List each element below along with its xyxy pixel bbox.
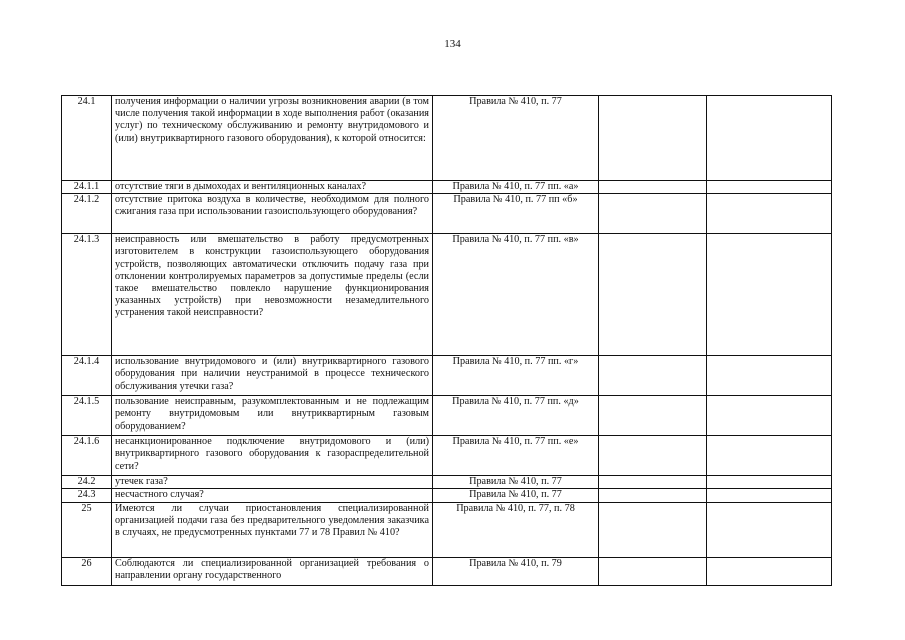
note-cell xyxy=(707,476,832,489)
item-number: 24.1.4 xyxy=(62,356,112,396)
item-number: 26 xyxy=(62,557,112,585)
table-row xyxy=(62,436,832,476)
question-text: отсутствие тяги в дымоходах и вентиляционных каналах? xyxy=(112,181,433,194)
table-row xyxy=(62,194,832,234)
question-text: несанкционированное подключение внутридомового и (или) внутриквартирного газового оборудования к газораспределительной сети? xyxy=(112,436,433,476)
legal-reference: Правила № 410, п. 77 пп. «в» xyxy=(433,234,599,356)
answer-cell xyxy=(599,181,707,194)
answer-cell xyxy=(599,476,707,489)
note-cell xyxy=(707,356,832,396)
question-text: получения информации о наличии угрозы возникновения аварии (в том числе получения такой информации в ходе выполнения работ (оказания услуг) по техническому обслуживанию и ремонту внутридомового и (или) внутриквартирного газового оборудования), к которой относится: xyxy=(112,96,433,181)
legal-reference: Правила № 410, п. 77 пп. «е» xyxy=(433,436,599,476)
item-number: 25 xyxy=(62,502,112,557)
checklist-table xyxy=(61,95,832,586)
table-row xyxy=(62,476,832,489)
question-text: неисправность или вмешательство в работу предусмотренных изготовителем в конструкции газоиспользующего оборудования устройств, позволяющих автоматически отключить подачу газа при отклонении контролируемых параметров за допустимые пределы (если такое вмешательство повлекло нарушение функционирования указанных устройств) при невозможности незамедлительного устранения такой неисправности? xyxy=(112,234,433,356)
table-row xyxy=(62,181,832,194)
question-text: утечек газа? xyxy=(112,476,433,489)
item-number: 24.1.6 xyxy=(62,436,112,476)
note-cell xyxy=(707,502,832,557)
answer-cell xyxy=(599,194,707,234)
table-row xyxy=(62,489,832,502)
note-cell xyxy=(707,557,832,585)
answer-cell xyxy=(599,489,707,502)
answer-cell xyxy=(599,356,707,396)
legal-reference: Правила № 410, п. 77 пп. «д» xyxy=(433,396,599,436)
note-cell xyxy=(707,194,832,234)
table-row xyxy=(62,557,832,585)
legal-reference: Правила № 410, п. 77 xyxy=(433,489,599,502)
legal-reference: Правила № 410, п. 77 xyxy=(433,96,599,181)
answer-cell xyxy=(599,396,707,436)
item-number: 24.1.1 xyxy=(62,181,112,194)
note-cell xyxy=(707,489,832,502)
answer-cell xyxy=(599,436,707,476)
question-text: Соблюдаются ли специализированной организацией требования о направлении органу государственного xyxy=(112,557,433,585)
legal-reference: Правила № 410, п. 77 пп. «а» xyxy=(433,181,599,194)
item-number: 24.1.5 xyxy=(62,396,112,436)
item-number: 24.1.3 xyxy=(62,234,112,356)
item-number: 24.3 xyxy=(62,489,112,502)
legal-reference: Правила № 410, п. 77 пп. «г» xyxy=(433,356,599,396)
legal-reference: Правила № 410, п. 77, п. 78 xyxy=(433,502,599,557)
question-text: пользование неисправным, разукомплектованным и не подлежащим ремонту внутридомовым или внутриквартирным газовым оборудованием? xyxy=(112,396,433,436)
answer-cell xyxy=(599,96,707,181)
item-number: 24.1.2 xyxy=(62,194,112,234)
table-row xyxy=(62,96,832,181)
question-text: несчастного случая? xyxy=(112,489,433,502)
legal-reference: Правила № 410, п. 77 пп «б» xyxy=(433,194,599,234)
answer-cell xyxy=(599,234,707,356)
item-number: 24.1 xyxy=(62,96,112,181)
table-row xyxy=(62,356,832,396)
question-text: использование внутридомового и (или) внутриквартирного газового оборудования при наличии неустранимой в процессе технического обслуживания утечки газа? xyxy=(112,356,433,396)
table-row xyxy=(62,396,832,436)
answer-cell xyxy=(599,502,707,557)
answer-cell xyxy=(599,557,707,585)
question-text: отсутствие притока воздуха в количестве, необходимом для полного сжигания газа при использовании газоиспользующего оборудования? xyxy=(112,194,433,234)
table-row xyxy=(62,234,832,356)
note-cell xyxy=(707,396,832,436)
table-row xyxy=(62,502,832,557)
note-cell xyxy=(707,234,832,356)
note-cell xyxy=(707,96,832,181)
question-text: Имеются ли случаи приостановления специализированной организацией подачи газа без предварительного уведомления заказчика в случаях, не предусмотренных пунктами 77 и 78 Правил № 410? xyxy=(112,502,433,557)
legal-reference: Правила № 410, п. 77 xyxy=(433,476,599,489)
legal-reference: Правила № 410, п. 79 xyxy=(433,557,599,585)
note-cell xyxy=(707,181,832,194)
page-number: 134 xyxy=(444,38,461,50)
note-cell xyxy=(707,436,832,476)
item-number: 24.2 xyxy=(62,476,112,489)
